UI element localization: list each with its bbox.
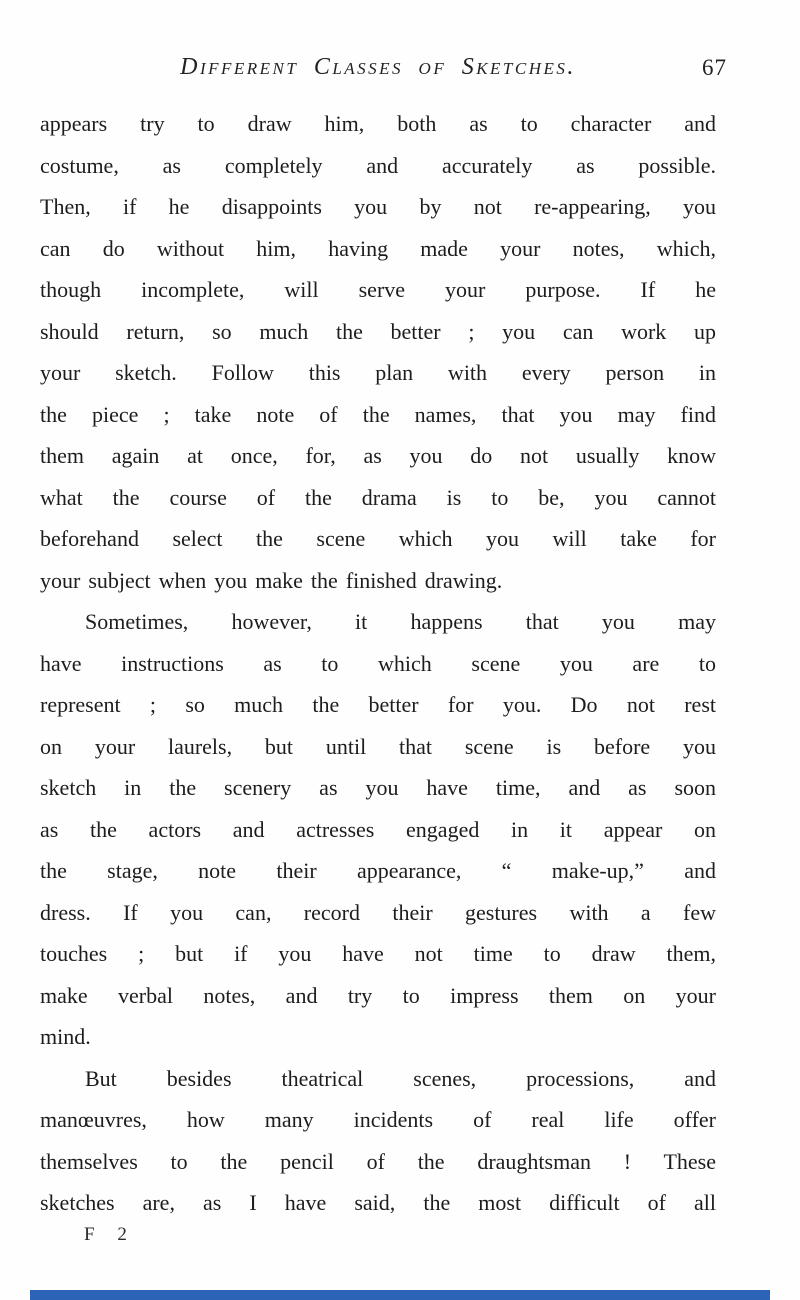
text-line: sketches are, as I have said, the most difficult of all [40,1190,716,1215]
text-line: dress. If you can, record their gestures with a few [40,899,716,925]
running-title: Different Classes of Sketches. [180,54,576,80]
text-line: them again at once, for, as you do not usually know [40,443,716,468]
text-line: as the actors and actresses engaged in it appear on [40,816,716,842]
text-line: on your laurels, but until that scene is before you [40,733,716,759]
text-line: the piece ; take note of the names, that you may find [40,401,716,427]
scan-edge-bar [30,1290,770,1300]
body-text [40,103,716,1224]
text-line: touches ; but if you have not time to draw them, [40,941,716,966]
text-line: themselves to the pencil of the draughtsman ! These [40,1148,716,1174]
signature-mark: F 2 [84,1224,136,1245]
text-line: though incomplete, will serve your purpose. If he [40,277,716,302]
text-line: make verbal notes, and try to impress them on your [40,982,716,1008]
text-line: the stage, note their appearance, “ make-up,” and [40,858,716,883]
text-line: can do without him, having made your notes, which, [40,235,716,261]
text-line: have instructions as to which scene you are to [40,650,716,676]
text-line: Sometimes, however, it happens that you may [85,609,716,634]
page-header [40,54,727,88]
page-number: 67 [702,55,727,80]
text-line: represent ; so much the better for you. Do not rest [40,692,716,717]
text-line: your sketch. Follow this plan with every person in [40,360,716,385]
text-line: sketch in the scenery as you have time, and as soon [40,775,716,800]
text-line: beforehand select the scene which you will take for [40,526,716,551]
text-line: appears try to draw him, both as to character and [40,111,716,136]
text-line: costume, as completely and accurately as possible. [40,152,716,178]
text-line: what the course of the drama is to be, you cannot [40,484,716,510]
text-line: mind. [40,1024,91,1049]
text-line: manœuvres, how many incidents of real life offer [40,1107,716,1132]
text-line: your subject when you make the finished drawing. [40,567,503,593]
text-line: should return, so much the better ; you can work up [40,318,716,344]
text-line: But besides theatrical scenes, processions, and [85,1065,716,1091]
text-line: Then, if he disappoints you by not re-appearing, you [40,194,716,219]
